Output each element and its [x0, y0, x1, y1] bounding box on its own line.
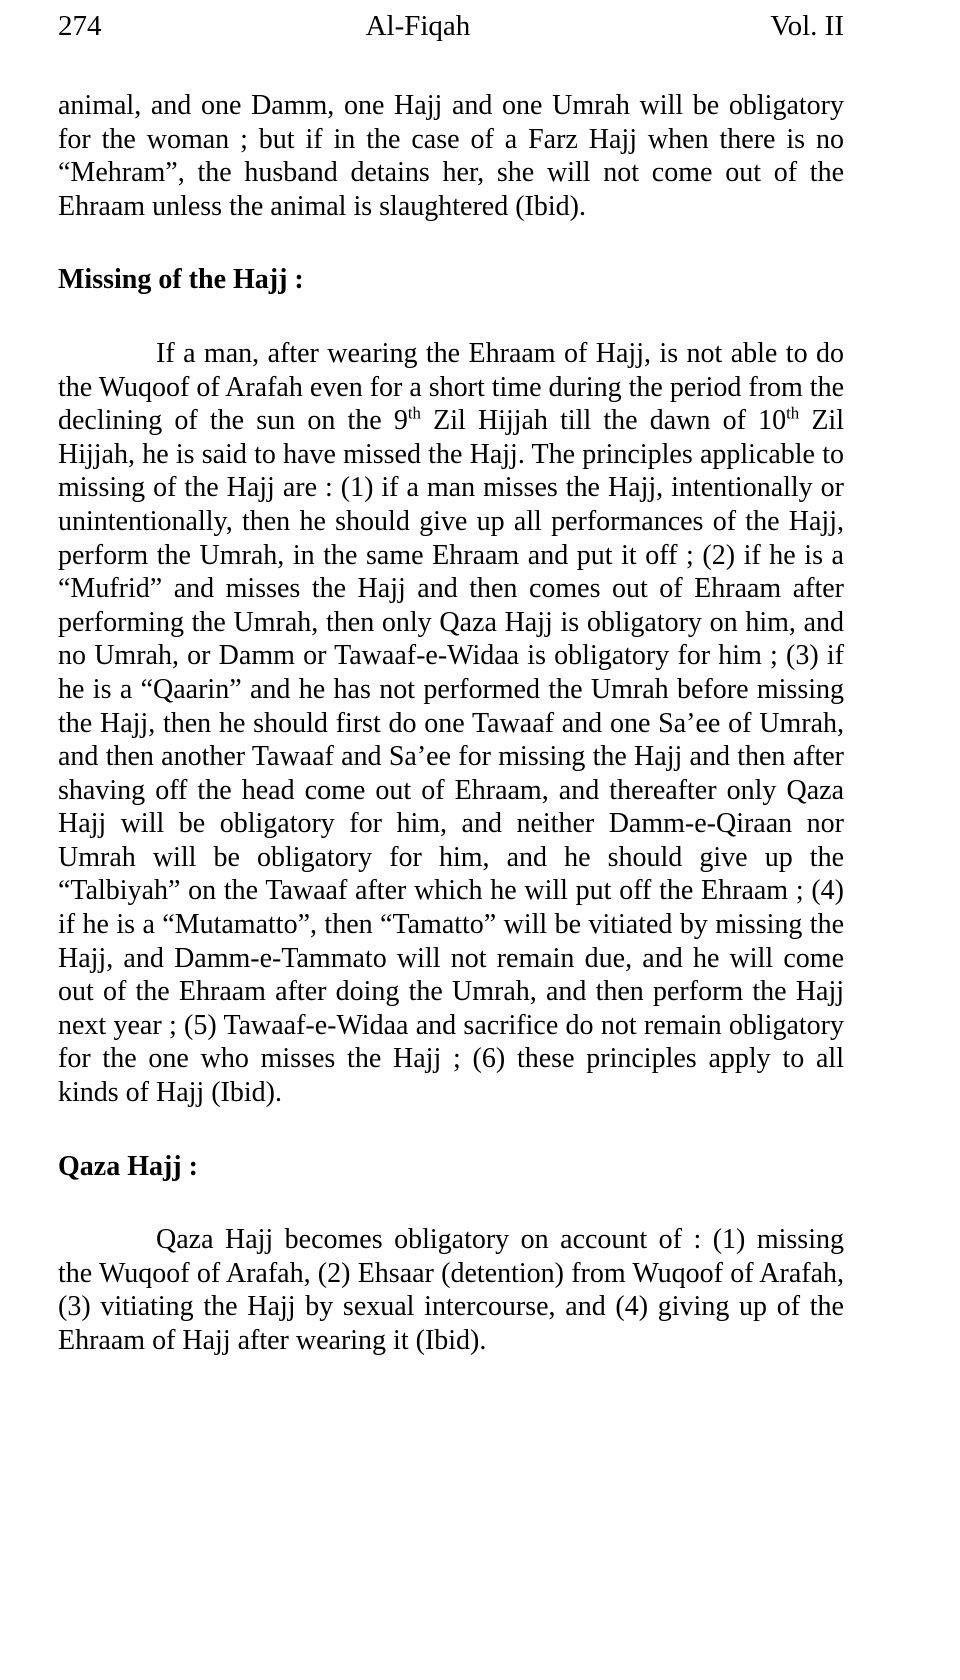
section-heading-missing-hajj: Missing of the Hajj :: [58, 264, 304, 296]
paragraph-missing-hajj: [58, 337, 844, 1110]
page-body: [58, 89, 844, 1358]
ordinal-superscript: th: [786, 403, 800, 423]
page-number: 274: [58, 10, 102, 42]
paragraph-text-segment: If a man, after wearing the Ehraam of Hajj, is not able to do the Wuqoof of Arafah even for a short time during the period from the declining of the sun on the 9: [58, 337, 845, 437]
paragraph-text-segment: Zil Hijjah, he is said to have missed the Hajj. The principles applicable to missing of the Hajj are : (1) if a man misses the Hajj, intentionally or unintentionally, then he should give up all performances of the Hajj, perform the Umrah, in the same Ehraam and put it off ; (2) if he is a “Mufrid” and misses the Hajj and then comes out of Ehraam after performing the Umrah, then only Qaza Hajj is obligatory on him, and no Umrah, or Damm or Tawaaf-e-Widaa is obligatory for him ; (3) if he is a “Qaarin” and he has not performed the Umrah before missing the Hajj, then he should first do one Tawaaf and one Sa’ee of Umrah, and then another Tawaaf and Sa’ee for missing the Hajj and then after shaving off the head come out of Ehraam, and thereafter only Qaza Hajj will be obligatory for him, and neither Damm-e-Qiraan nor Umrah will be obligatory for him, and he should give up the “Talbiyah” on the Tawaaf after which he will put off the Ehraam ; (4) if he is a “Mutamatto”, then “Tamatto” will be vitiated by missing the Hajj, and Damm-e-Tammato will not remain due, and he will come out of the Ehraam after doing the Umrah, and then perform the Hajj next year ; (5) Tawaaf-e-Widaa and sacrifice do not remain obligatory for the one who misses the Hajj ; (6) these principles apply to all kinds of Hajj (Ibid).: [58, 405, 844, 1109]
section-heading-qaza-hajj: Qaza Hajj :: [58, 1150, 198, 1182]
volume-label: Vol. II: [770, 10, 844, 42]
page-header: [58, 10, 844, 43]
ordinal-superscript: th: [407, 403, 421, 423]
paragraph-qaza-hajj: Qaza Hajj becomes obligatory on account of : (1) missing the Wuqoof of Arafah, (2) Ehsaar (detention) from Wuqoof of Arafah, (3) vitiating the Hajj by sexual intercourse, and (4) giving up of the Ehraam of Hajj after wearing it (Ibid).: [58, 1224, 844, 1356]
book-title: Al-Fiqah: [365, 10, 471, 42]
paragraph-continuation: animal, and one Damm, one Hajj and one Umrah will be obligatory for the woman ; but if in the case of a Farz Hajj when there is no “Mehram”, the husband detains her, she will not come out of the Ehraam unless the animal is slaughtered (Ibid).: [58, 90, 844, 222]
paragraph-text-segment: Zil Hijjah till the dawn of 10: [420, 405, 787, 437]
